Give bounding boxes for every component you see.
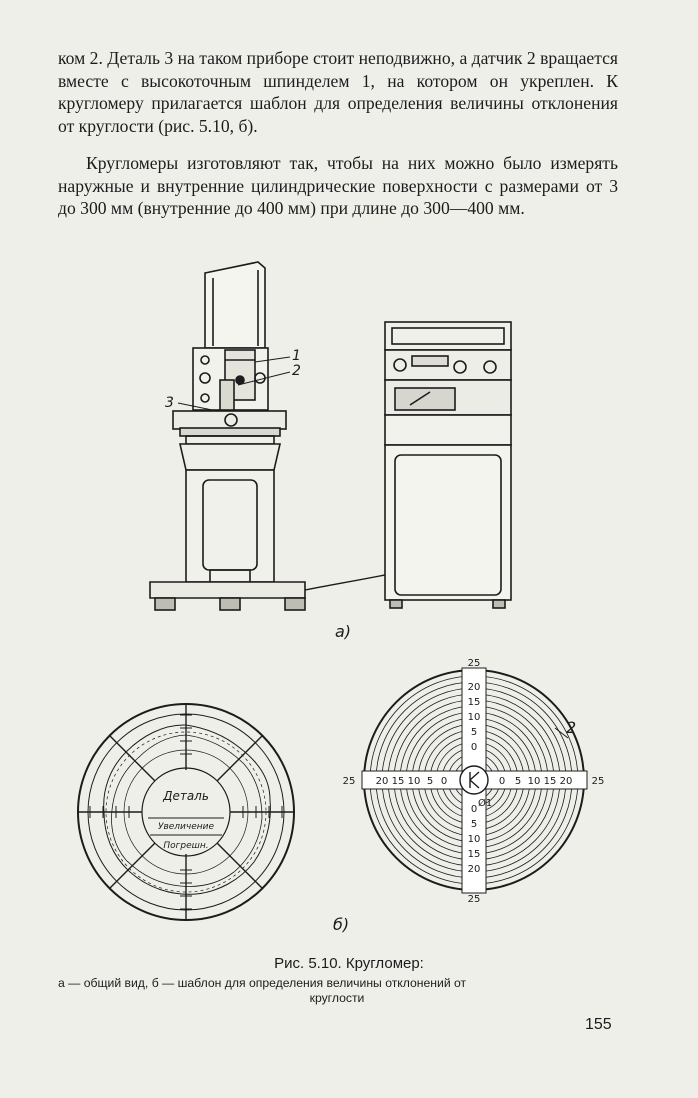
callout-3: 3 [165,395,174,411]
ring-scale-vertical-label: 20 [467,682,481,693]
ring-scale-right-label: 5 [514,776,522,787]
ring-scale-right-label: 15 [543,776,557,787]
body-paragraph-1: ком 2. Деталь 3 на таком приборе стоит неподвижно, а датчик 2 вращается вместе с высокоточным шпинделем 1, на котором он укреплен. К кругломеру прилагается шаблон для определения величины отклонения от круглости (рис. 5.10, б). [58,48,618,136]
ring-scale-right-label: 0 [498,776,506,787]
ring-callout-2: 2 [566,718,577,737]
figure-part-a-label: а) [335,622,352,641]
ring-scale-left-label: 25 [342,776,356,787]
ring-scale-vertical-label: 25 [467,894,481,905]
template-label-detail: Деталь [163,789,209,803]
ring-scale-vertical-label: 0 [470,742,478,753]
callout-1: 1 [292,348,301,364]
figure-caption-text-last: круглости [309,991,365,1005]
figure-part-b-label: б) [333,915,350,934]
callout-2: 2 [292,363,301,379]
ring-scale-left-label: 0 [440,776,448,787]
ring-center-mark: Ø1 [478,798,493,809]
page-number: 155 [585,1016,612,1033]
ring-scale-vertical-label: 5 [470,727,478,738]
figure-caption-title: Рис. 5.10. Кругломер: [274,955,424,972]
ring-scale-vertical-label: 5 [470,819,478,830]
body-paragraph-2: Кругломеры изготовляют так, чтобы на них можно было измерять наружные и внутренние цилиндрические поверхности с размерами от 3 до 300 мм (внутренние до 400 мм) при длине до 300—400 мм. [58,153,618,219]
template-label-error: Погрешн. [163,841,209,851]
ring-scale-vertical-label: 10 [467,834,481,845]
figure-caption-text: а — общий вид, б — шаблон для определения величины отклонений от [58,976,467,990]
roundness-gauge-instrument [150,262,395,610]
ring-scale-left-label: 20 [375,776,389,787]
ring-scale-vertical-label: 15 [467,697,481,708]
ring-scale-right-label: 25 [591,776,605,787]
polar-chart-template [78,704,294,920]
ring-scale-right-label: 10 [527,776,541,787]
ring-scale-left-label: 10 [407,776,421,787]
ring-scale-left-label: 5 [426,776,434,787]
electronic-cabinet [385,322,511,608]
figure-caption-body [58,976,616,1006]
ring-scale-left-label: 15 [391,776,405,787]
ring-scale-right-label: 20 [559,776,573,787]
ring-scale-vertical-label: 0 [470,804,478,815]
ring-scale-vertical-label: 20 [467,864,481,875]
ring-scale-vertical-label: 15 [467,849,481,860]
ring-scale-vertical-label: 10 [467,712,481,723]
template-label-magnification: Увеличение [157,822,215,832]
ring-scale-vertical-label: 25 [467,658,481,669]
